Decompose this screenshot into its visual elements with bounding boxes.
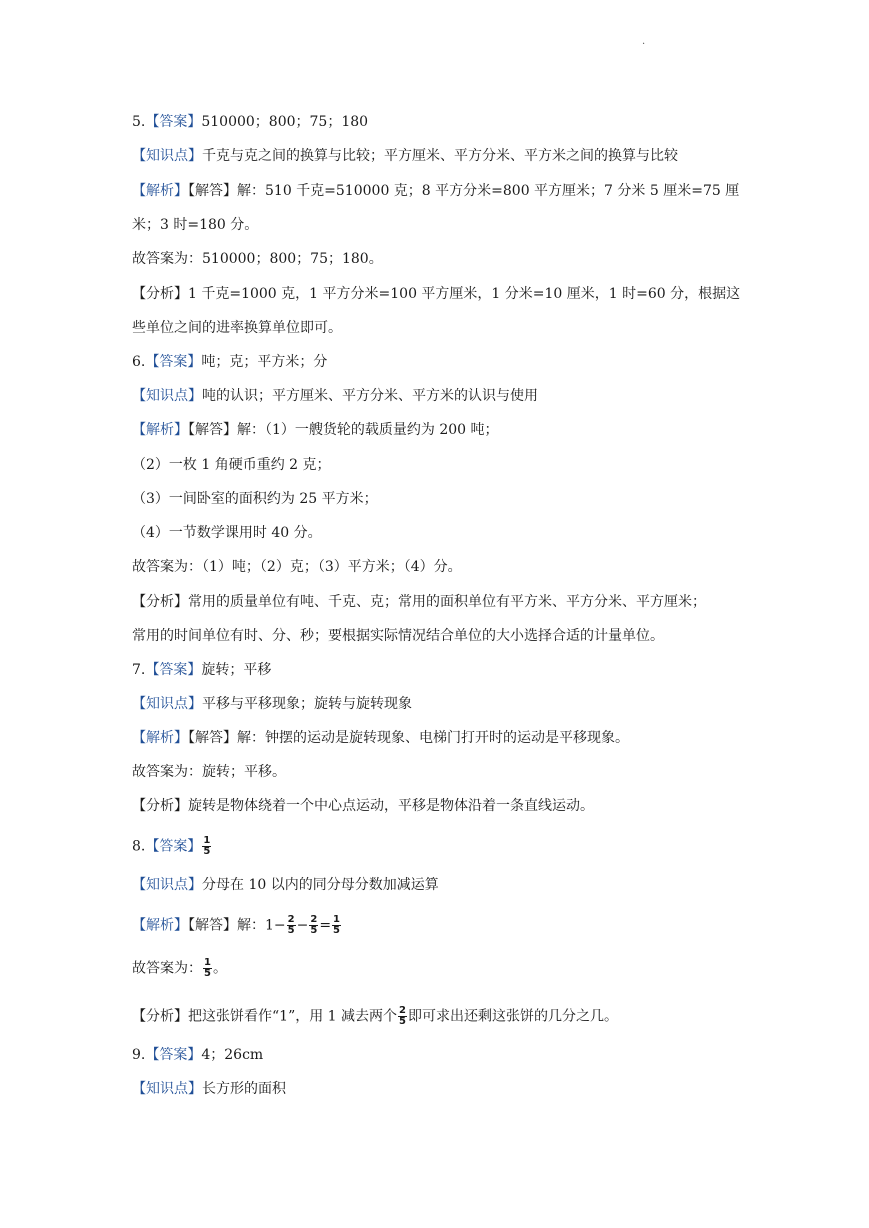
q8-final-fraction: $\frac{1}{5}$ (204, 957, 211, 979)
q7-answer-line (132, 660, 271, 680)
q8-minus: − (296, 917, 309, 934)
q8-fraction-1: $\frac{2}{5}$ (287, 914, 295, 936)
q8-kp: 分母在 10 以内的同分母分数加减运算 (202, 877, 439, 893)
q6-final-answer: 故答案为：（1）吨；（2）克；（3）平方米；（4）分。 (132, 559, 462, 575)
q5-knowledge-line (132, 146, 678, 166)
q7-answer: 旋转；平移 (201, 662, 272, 678)
q8-answer-tag: 【答案】 (145, 838, 202, 855)
q7-remark: 【分析】旋转是物体绕着一个中心点运动，平移是物体沿着一条直线运动。 (132, 798, 594, 814)
q8-equals: = (319, 917, 332, 934)
q7-answer-tag: 【答案】 (145, 662, 202, 678)
q8-analysis-line (132, 915, 342, 936)
q9-knowledge-line (132, 1079, 286, 1099)
header-dot: . (642, 36, 646, 47)
q8-remark-fraction: $\frac{2}{5}$ (399, 1005, 406, 1027)
q6-answer: 吨；克；平方米；分 (201, 354, 328, 370)
q9-number: 9. (132, 1047, 146, 1063)
q8-jx-tag: 【解析】 (132, 917, 188, 934)
q8-remark: 【分析】把这张饼看作“1”，用 1 减去两个 $\frac{2}{5}$ 即可求出还剩这张饼的几分之几。 (132, 1005, 618, 1027)
q5-remark: 【分析】1 千克=1000 克，1 平方分米=100 平方厘米，1 分米=10 厘米，1 时=60 分，根据这 (132, 286, 741, 302)
q8-fraction-2: $\frac{2}{5}$ (310, 914, 318, 936)
q6-jx-tag: 【解析】 (132, 422, 188, 438)
q7-number: 7. (132, 662, 146, 678)
q8-fraction-3: $\frac{1}{5}$ (333, 914, 341, 936)
q6-solution-3: （3）一间卧室的面积约为 25 平方米； (132, 491, 378, 507)
q8-answer-line (132, 836, 212, 857)
q9-kp-tag: 【知识点】 (132, 1081, 202, 1097)
q9-answer: 4；26cm (201, 1047, 264, 1063)
q7-final-answer: 故答案为：旋转；平移。 (132, 764, 286, 780)
q7-solution: 【解答】解：钟摆的运动是旋转现象、电梯门打开时的运动是平移现象。 (188, 730, 629, 746)
q9-kp: 长方形的面积 (202, 1081, 286, 1097)
q6-remark: 【分析】常用的质量单位有吨、千克、克；常用的面积单位有平方米、平方分米、平方厘米； (132, 594, 706, 610)
q5-jx-tag: 【解析】 (132, 183, 188, 199)
q5-answer: 510000；800；75；180 (201, 114, 369, 130)
q8-answer-fraction: $\frac{1}{5}$ (203, 835, 211, 857)
q6-answer-line (132, 352, 327, 372)
q5-kp-tag: 【知识点】 (132, 148, 202, 164)
q9-answer-tag: 【答案】 (145, 1047, 202, 1063)
q5-final-answer: 故答案为：510000；800；75；180。 (132, 251, 383, 267)
q6-analysis-line (132, 420, 499, 440)
q7-jx-tag: 【解析】 (132, 730, 188, 746)
q5-answer-line (132, 112, 368, 132)
q8-kp-tag: 【知识点】 (132, 877, 202, 893)
q6-solution-2: （2）一枚 1 角硬币重约 2 克； (132, 457, 331, 473)
q8-final-answer: 故答案为： $\frac{1}{5}$ 。 (132, 957, 227, 979)
q8-solution-prefix: 【解答】解：1− (188, 917, 286, 934)
q7-knowledge-line (132, 694, 412, 714)
q5-number: 5. (132, 114, 146, 130)
q5-remark-cont: 些单位之间的进率换算单位即可。 (132, 320, 342, 336)
q6-solution-4: （4）一节数学课用时 40 分。 (132, 525, 322, 541)
q8-knowledge-line (132, 875, 439, 895)
q7-kp: 平移与平移现象；旋转与旋转现象 (202, 696, 412, 712)
q6-number: 6. (132, 354, 146, 370)
q6-answer-tag: 【答案】 (145, 354, 202, 370)
q7-analysis-line (132, 728, 629, 748)
q6-solution: 【解答】解：（1）一艘货轮的载质量约为 200 吨； (188, 422, 499, 438)
q6-knowledge-line (132, 386, 538, 406)
q5-kp: 千克与克之间的换算与比较；平方厘米、平方分米、平方米之间的换算与比较 (202, 148, 678, 164)
q5-answer-tag: 【答案】 (145, 114, 202, 130)
q6-remark-cont: 常用的时间单位有时、分、秒；要根据实际情况结合单位的大小选择合适的计量单位。 (132, 628, 664, 644)
q5-solution: 【解答】解：510 千克=510000 克；8 平方分米=800 平方厘米；7 分米 5 厘米=75 厘 (188, 183, 740, 199)
q6-kp-tag: 【知识点】 (132, 388, 202, 404)
q8-number: 8. (132, 838, 146, 855)
q5-analysis-line (132, 181, 739, 201)
q9-answer-line (132, 1045, 263, 1065)
q7-kp-tag: 【知识点】 (132, 696, 202, 712)
q5-solution-cont: 米；3 时=180 分。 (132, 217, 259, 233)
q6-kp: 吨的认识；平方厘米、平方分米、平方米的认识与使用 (202, 388, 538, 404)
